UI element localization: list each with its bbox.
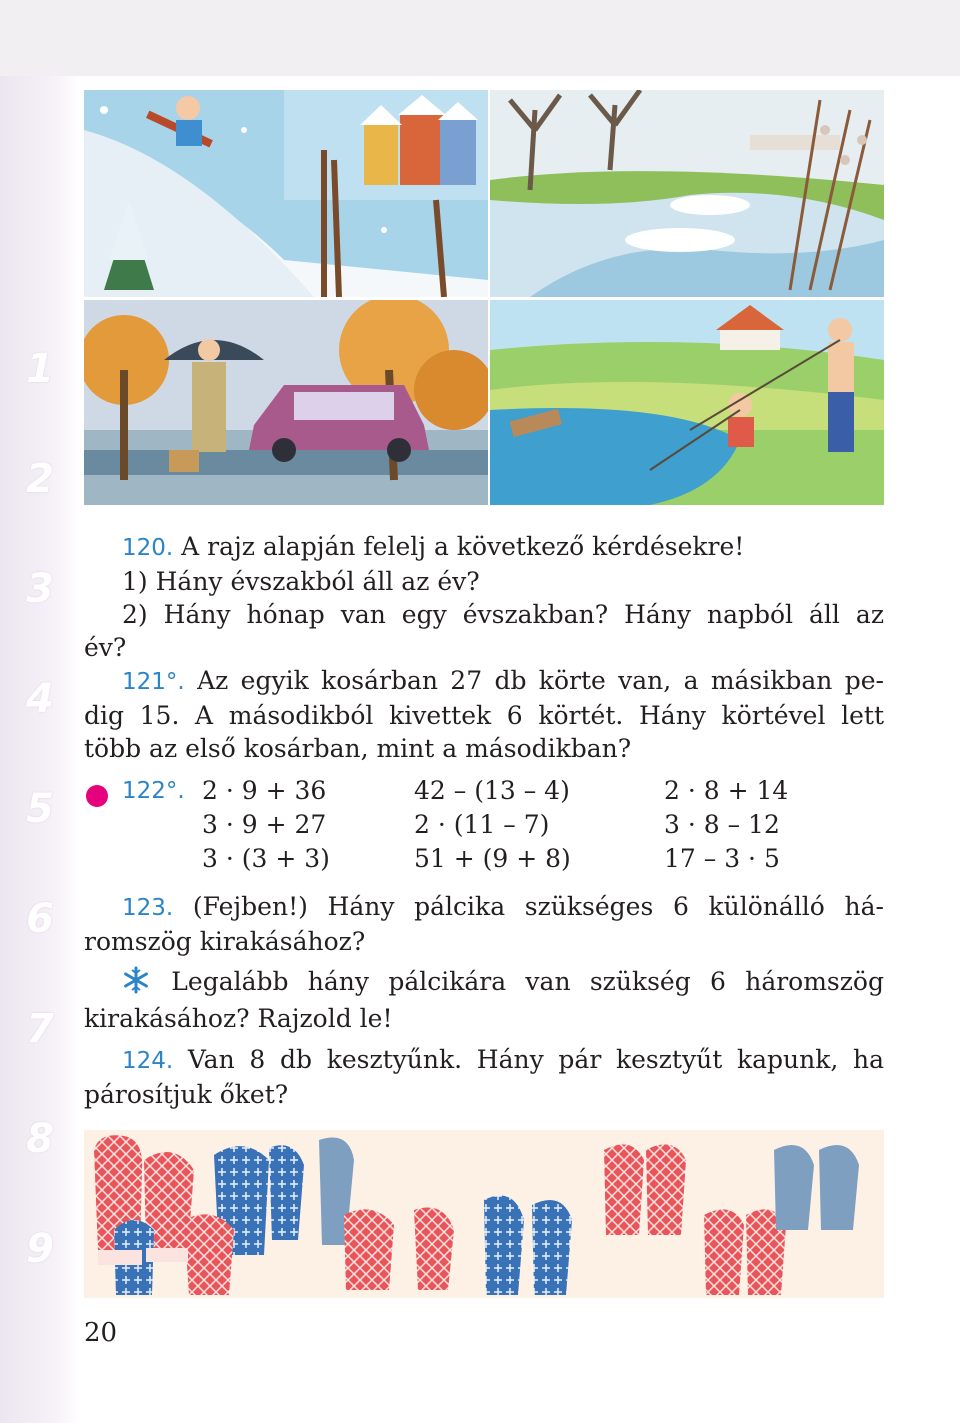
winter-scene-illustration bbox=[84, 90, 488, 297]
spring-scene-illustration bbox=[490, 90, 884, 297]
chapter-tab: 2 bbox=[26, 456, 54, 502]
exercise-number: 121°. bbox=[122, 669, 185, 695]
exercises-lower bbox=[84, 890, 884, 1111]
expression: 3 · 8 – 12 bbox=[664, 810, 780, 839]
ex124-text: Van 8 db kesztyűnk. Hány pár kesztyűt kapunk, ha bbox=[187, 1045, 884, 1074]
exercises bbox=[84, 530, 884, 765]
bonus-line2: kirakásához? Rajzold le! bbox=[84, 1004, 393, 1033]
snowflake-icon bbox=[122, 966, 152, 1002]
ex124-line1 bbox=[84, 1043, 884, 1078]
ex121-line1 bbox=[84, 664, 884, 699]
page-number: 20 bbox=[84, 1318, 118, 1348]
exercise-number: 123. bbox=[122, 895, 174, 921]
ex123-line2: romszög kirakásához? bbox=[84, 927, 366, 956]
bonus-text: Legalább hány pálcikára van szükség 6 háromszög bbox=[171, 967, 884, 996]
chapter-tab: 6 bbox=[26, 896, 54, 942]
exercise-number: 122°. bbox=[122, 778, 185, 804]
ex121-line2: dig 15. A másodikból kivettek 6 körtét. Hány körtével lett bbox=[84, 701, 884, 730]
expression: 42 – (13 – 4) bbox=[414, 776, 570, 805]
ex123-line1 bbox=[84, 890, 884, 925]
ex120-q1: 1) Hány évszakból áll az év? bbox=[122, 567, 480, 596]
expression: 51 + (9 + 8) bbox=[414, 844, 571, 873]
expression: 17 – 3 · 5 bbox=[664, 844, 780, 873]
ex122-grid bbox=[84, 776, 884, 886]
mittens-illustration bbox=[84, 1130, 884, 1298]
ex124-line2: párosítjuk őket? bbox=[84, 1080, 289, 1109]
chapter-tab: 4 bbox=[26, 676, 54, 722]
ex123-text: (Fejben!) Hány pálcika szükséges 6 különálló há- bbox=[192, 892, 884, 921]
expression: 3 · (3 + 3) bbox=[202, 844, 330, 873]
chapter-tab: 7 bbox=[26, 1006, 54, 1052]
autumn-scene-illustration bbox=[84, 300, 488, 505]
expression: 3 · 9 + 27 bbox=[202, 810, 327, 839]
ex121-line3: több az első kosárban, mint a másodikban? bbox=[84, 734, 632, 763]
exercise-number: 124. bbox=[122, 1048, 174, 1074]
chapter-tab: 8 bbox=[26, 1116, 54, 1162]
top-band bbox=[0, 0, 960, 76]
summer-scene-illustration bbox=[490, 300, 884, 505]
chapter-sidebar bbox=[0, 76, 80, 1423]
ex120-q2a: 2) Hány hónap van egy évszakban? Hány napból áll az bbox=[122, 600, 884, 629]
chapter-tab: 1 bbox=[26, 346, 54, 392]
expression: 2 · 9 + 36 bbox=[202, 776, 327, 805]
chapter-tab: 5 bbox=[26, 786, 54, 832]
bonus-line1 bbox=[84, 965, 884, 1002]
expression: 2 · (11 – 7) bbox=[414, 810, 550, 839]
ex120-q2b: év? bbox=[84, 633, 127, 662]
expression: 2 · 8 + 14 bbox=[664, 776, 789, 805]
chapter-tab: 3 bbox=[26, 566, 54, 612]
ex120-heading bbox=[84, 530, 884, 565]
chapter-tab: 9 bbox=[26, 1226, 54, 1272]
ex120-lead: A rajz alapján felelj a következő kérdésekre! bbox=[181, 532, 745, 561]
exercise-number: 120. bbox=[122, 535, 174, 561]
ex121-text: Az egyik kosárban 27 db körte van, a másikban pe- bbox=[197, 666, 885, 695]
